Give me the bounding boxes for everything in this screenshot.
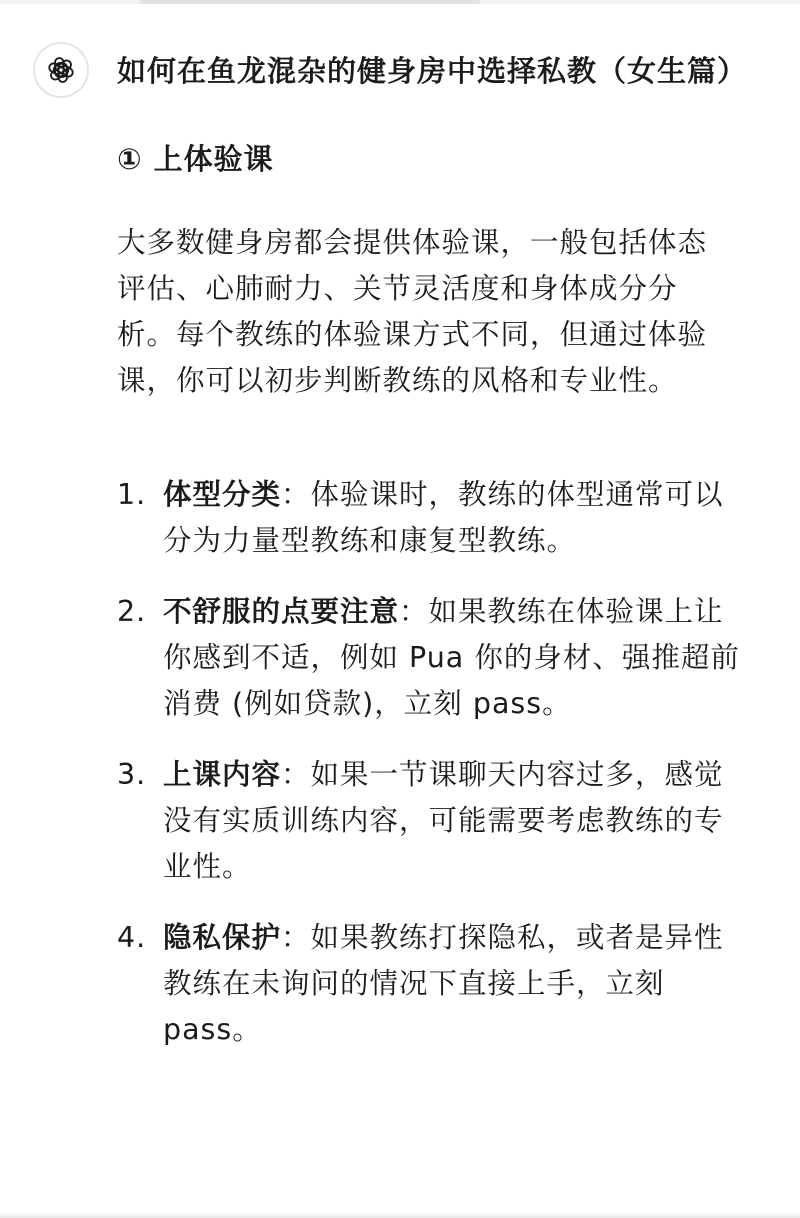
assistant-message xyxy=(117,48,747,1078)
list-text: 如果教练打探隐私，或者是异性教练在未询问的情况下直接上手，立刻 pass。 xyxy=(163,921,724,1046)
list-term: 不舒服的点要注意 xyxy=(163,595,400,628)
list-colon: ： xyxy=(399,595,429,628)
list-text: 体验课时，教练的体型通常可以分为力量型教练和康复型教练。 xyxy=(163,478,724,557)
list-item xyxy=(117,589,747,727)
list-term: 体型分类 xyxy=(163,478,282,511)
section-heading: ① 上体验课 xyxy=(117,142,274,176)
bottom-screen-edge xyxy=(0,1212,800,1218)
top-edge-shadow xyxy=(140,0,480,4)
list-number: 4. xyxy=(117,921,147,954)
list-item xyxy=(117,472,747,564)
list-number: 1. xyxy=(117,478,147,511)
list-text: 如果一节课聊天内容过多，感觉没有实质训练内容，可能需要考虑教练的专业性。 xyxy=(163,758,724,883)
top-screen-edge xyxy=(0,0,800,4)
list-number: 3. xyxy=(117,758,147,791)
list-term: 上课内容 xyxy=(163,758,282,791)
intro-paragraph: 大多数健身房都会提供体验课，一般包括体态评估、心肺耐力、关节灵活度和身体成分分析。每个教练的体验课方式不同，但通过体验课，你可以初步判断教练的风格和专业性。 xyxy=(117,226,708,397)
list-number: 2. xyxy=(117,595,147,628)
list-item xyxy=(117,915,747,1053)
openai-logo-icon xyxy=(44,53,78,87)
list-colon: ： xyxy=(281,478,311,511)
list-colon: ： xyxy=(281,921,311,954)
message-title: 如何在鱼龙混杂的健身房中选择私教（女生篇） xyxy=(117,54,748,88)
assistant-avatar xyxy=(33,42,89,98)
list-term: 隐私保护 xyxy=(163,921,282,954)
list-colon: ： xyxy=(281,758,311,791)
list-item xyxy=(117,752,747,890)
tips-list xyxy=(117,472,747,1053)
list-text: 如果教练在体验课上让你感到不适，例如 Pua 你的身材、强推超前消费 (例如贷款)，立刻 pass。 xyxy=(163,595,740,720)
